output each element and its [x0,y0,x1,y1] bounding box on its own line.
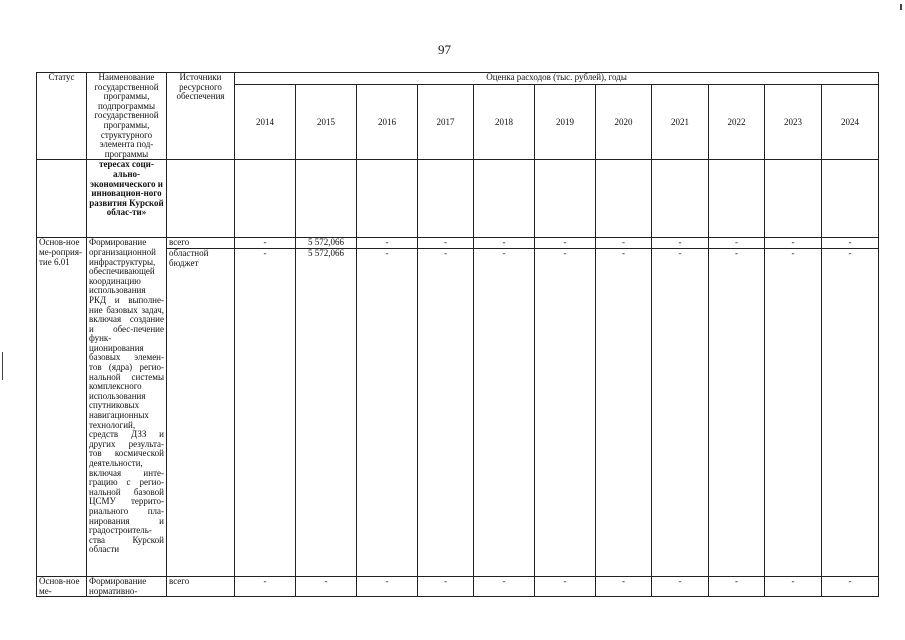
source-cell: областной бюджет [167,248,235,576]
value-cell: - [765,238,822,249]
value-cell: 5 572,066 [296,238,357,249]
value-cell: - [357,576,418,596]
value-cell [357,160,418,238]
header-year: 2019 [535,85,596,160]
value-cell: - [765,248,822,576]
value-cell: - [235,248,296,576]
source-cell: всего [167,238,235,249]
value-cell: - [652,238,709,249]
value-cell [535,160,596,238]
value-cell [474,160,535,238]
value-cell [709,160,765,238]
value-cell: - [535,576,596,596]
header-estimate: Оценка расходов (тыс. рублей), годы [235,73,879,85]
status-cell: Основ-ное ме-роприя-тие 6.01 [37,238,87,577]
value-cell: - [652,248,709,576]
value-cell [296,160,357,238]
value-cell: - [709,248,765,576]
header-sources: Источники ресурсного обеспечения [167,73,235,160]
header-year: 2014 [235,85,296,160]
header-year: 2022 [709,85,765,160]
value-cell: - [535,248,596,576]
value-cell: - [535,238,596,249]
source-cell: всего [167,576,235,596]
value-cell: - [235,576,296,596]
value-cell: - [474,248,535,576]
value-cell: - [709,576,765,596]
header-year: 2021 [652,85,709,160]
value-cell: - [474,238,535,249]
value-cell: - [765,576,822,596]
value-cell [652,160,709,238]
value-cell: - [296,576,357,596]
name-cell: Формирование организационной инфраструктуры, обеспечивающей координацию использования РКД и выполне-ние базовых задач, включая создание и обес-печение функ-ционирования базовых элемен-тов (ядра) регио-нальной системы комплексного использования спутниковых навигационных технологий, средств ДЗЗ и других результа-тов космической деятельности, включая инте-грацию с регио-нальной базовой ЦСМУ террито-риального пла-нирования и градостроитель-ства Курской области [87,238,167,577]
table-row [37,160,879,238]
source-cell [167,160,235,238]
value-cell: - [822,238,879,249]
value-cell: - [652,576,709,596]
value-cell: - [357,248,418,576]
name-cell: тересах соци-ально-экономического и инновацион-ного развития Курской облас-ти» [87,160,167,238]
value-cell: - [418,238,474,249]
value-cell [822,160,879,238]
table-row [37,576,879,596]
value-cell: - [474,576,535,596]
value-cell: - [596,248,652,576]
value-cell: - [235,238,296,249]
value-cell [235,160,296,238]
page-number: 97 [438,42,451,57]
value-cell: - [596,238,652,249]
margin-mark [2,352,3,380]
name-cell: Формирование нормативно- [87,576,167,596]
header-year: 2020 [596,85,652,160]
header-year: 2015 [296,85,357,160]
expenditure-table [36,72,879,597]
header-year: 2024 [822,85,879,160]
value-cell: - [822,576,879,596]
table-row [37,238,879,249]
value-cell: 5 572,066 [296,248,357,576]
status-cell: Основ-ное ме- [37,576,87,596]
value-cell: - [596,576,652,596]
header-status: Статус [37,73,87,160]
value-cell: - [418,248,474,576]
scan-mark [900,4,902,10]
value-cell: - [822,248,879,576]
header-year: 2018 [474,85,535,160]
value-cell [596,160,652,238]
value-cell: - [709,238,765,249]
header-year: 2016 [357,85,418,160]
header-year: 2017 [418,85,474,160]
header-year: 2023 [765,85,822,160]
status-cell [37,160,87,238]
value-cell: - [418,576,474,596]
value-cell [765,160,822,238]
header-name: Наименование государственной программы, подпрограммы государственной программы, структурного элемента под-программы [87,73,167,160]
value-cell [418,160,474,238]
value-cell: - [357,238,418,249]
